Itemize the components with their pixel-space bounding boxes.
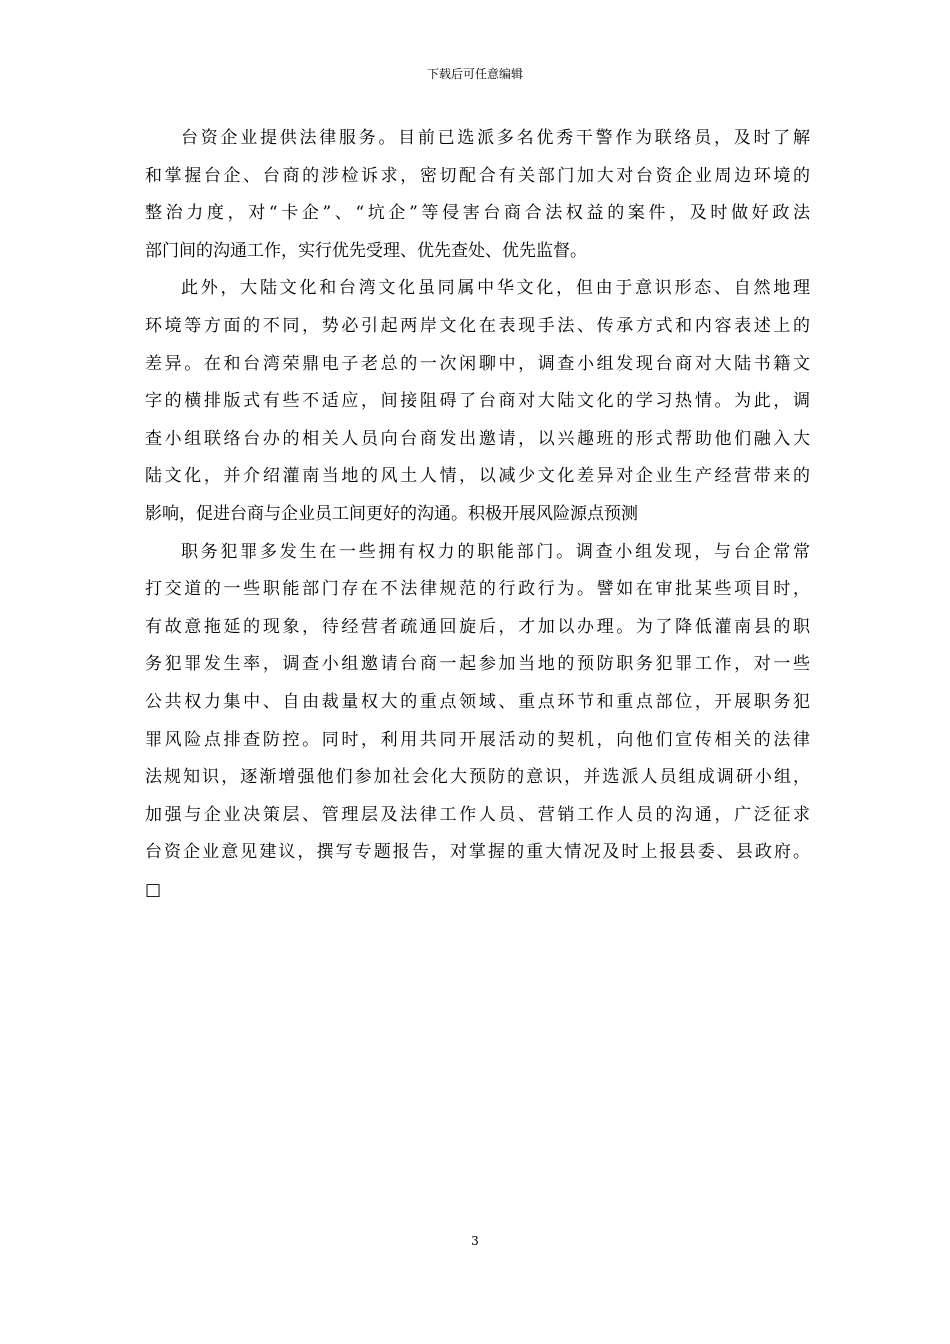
text-line: 部门间的沟通工作，实行优先受理、优先查处、优先监督。 [145, 240, 587, 261]
text-line: 公共权力集中、自由裁量权大的重点领域、重点环节和重点部位，开展职务犯 [145, 691, 810, 712]
paragraph-2 [145, 270, 810, 533]
text-line: 有故意拖延的现象，待经营者疏通回旋后，才加以办理。为了降低灌南县的职 [145, 616, 810, 637]
text-line: 加强与企业决策层、管理层及法律工作人员、营销工作人员的沟通，广泛征求 [145, 804, 810, 825]
text-line: 法规知识，逐渐增强他们参加社会化大预防的意识，并选派人员组成调研小组， [145, 767, 810, 788]
text-line: 打交道的一些职能部门存在不法律规范的行政行为。譬如在审批某些项目时， [145, 579, 810, 600]
text-line: 台资企业意见建议，撰写专题报告，对掌握的重大情况及时上报县委、县政府。 [145, 842, 810, 863]
text-line: 和掌握台企、台商的涉检诉求，密切配合有关部门加大对台资企业周边环境的 [145, 165, 810, 186]
text-line: 罪风险点排查防控。同时，利用共同开展活动的契机，向他们宣传相关的法律 [145, 729, 810, 750]
text-line: 整治力度，对“卡企”、“坑企”等侵害台商合法权益的案件，及时做好政法 [145, 203, 810, 224]
text-line: 陆文化，并介绍灌南当地的风土人情，以减少文化差异对企业生产经营带来的 [145, 466, 810, 487]
paragraph-3 [145, 534, 810, 910]
page-number: 3 [471, 1234, 479, 1248]
text-line: 字的横排版式有些不适应，间接阻碍了台商对大陆文化的学习热情。为此，调 [145, 391, 810, 412]
document-body [145, 120, 810, 909]
text-line: 影响，促进台商与企业员工间更好的沟通。积极开展风险源点预测 [145, 503, 638, 524]
text-line: 查小组联络台办的相关人员向台商发出邀请，以兴趣班的形式帮助他们融入大 [145, 428, 810, 449]
text-line: 台资企业提供法律服务。目前已选派多名优秀干警作为联络员，及时了解 [181, 128, 810, 148]
paragraph-1 [145, 120, 810, 270]
text-line: 差异。在和台湾荣鼎电子老总的一次闲聊中，调查小组发现台商对大陆书籍文 [145, 353, 810, 374]
page-header: 下载后可任意编辑 [426, 67, 523, 81]
checkbox-glyph: □ [145, 879, 162, 900]
text-line: 此外，大陆文化和台湾文化虽同属中华文化，但由于意识形态、自然地理 [181, 278, 810, 299]
text-line: 职务犯罪多发生在一些拥有权力的职能部门。调查小组发现，与台企常常 [181, 541, 810, 562]
text-line: 务犯罪发生率，调查小组邀请台商一起参加当地的预防职务犯罪工作，对一些 [145, 654, 810, 675]
text-line: 环境等方面的不同，势必引起两岸文化在表现手法、传承方式和内容表述上的 [145, 315, 810, 336]
